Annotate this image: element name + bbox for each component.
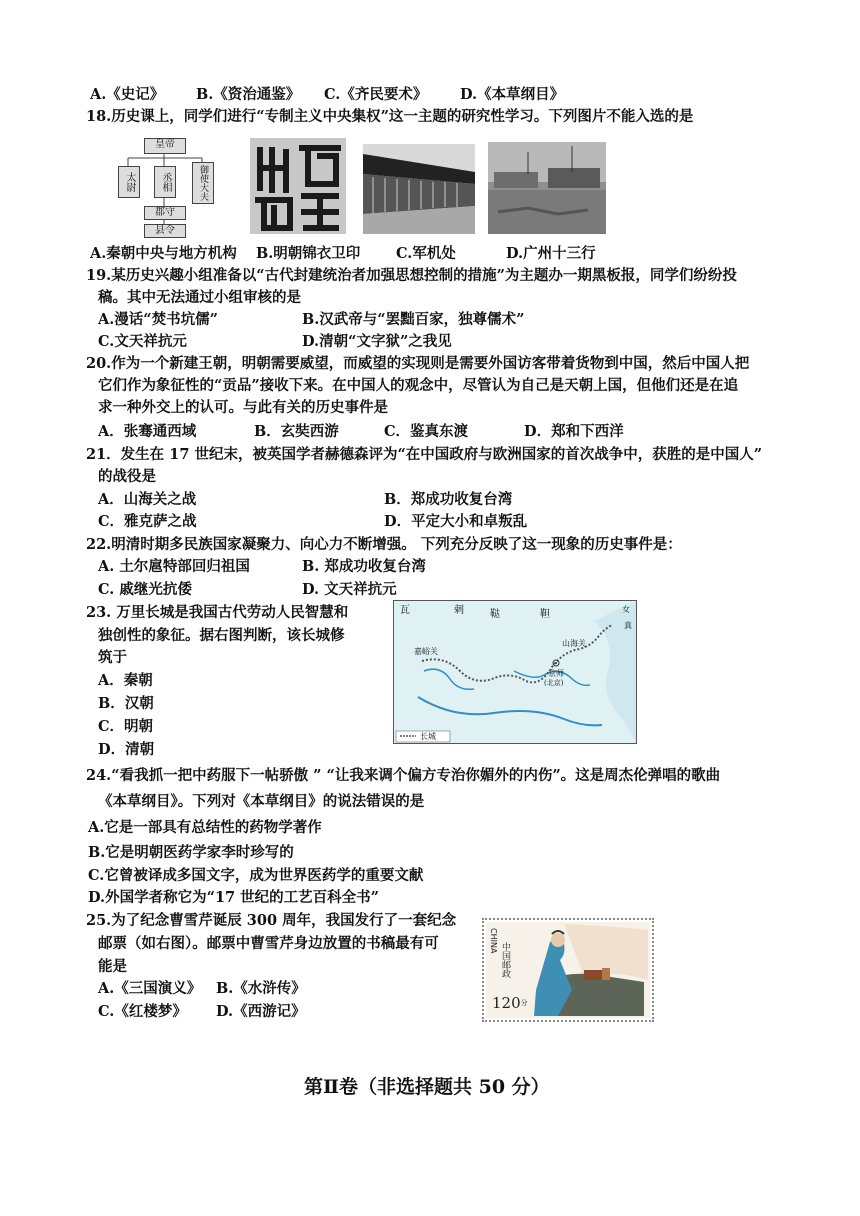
q23-great-wall-map bbox=[393, 600, 637, 744]
q25-cao-xueqin-stamp bbox=[482, 918, 654, 1022]
org-chengxiang: 丞相 bbox=[154, 166, 176, 198]
q20-stem-line3: 求一种外交上的认可。与此有关的历史事件是 bbox=[98, 399, 388, 416]
q24-option-d: D.外国学者称它为“17 世纪的工艺百科全书” bbox=[88, 889, 380, 906]
q20-option-a: A．张骞通西域 bbox=[98, 423, 197, 440]
q20-option-d: D．郑和下西洋 bbox=[524, 423, 624, 440]
q18-option-b: B.明朝锦衣卫印 bbox=[256, 245, 361, 262]
q25-stem-line1: 25.为了纪念曹雪芹诞辰 300 周年，我国发行了一套纪念 bbox=[86, 912, 457, 929]
map-label-dan: 靼 bbox=[540, 609, 550, 620]
org-yushidafu: 御使大夫 bbox=[192, 162, 214, 204]
q23-option-a: A．秦朝 bbox=[98, 672, 153, 689]
q19-stem-line1: 19.某历史兴趣小组准备以“古代封建统治者加强思想控制的措施”为主题办一期黑板报，同学们纷纷投 bbox=[86, 267, 737, 284]
q23-option-d: D．清朝 bbox=[98, 741, 155, 758]
q18-figure-thirteen-hongs-photo bbox=[488, 142, 606, 234]
map-label-da: 鞑 bbox=[490, 609, 500, 620]
org-taiwei: 太尉 bbox=[118, 166, 140, 198]
q23-option-c: C．明朝 bbox=[98, 718, 154, 735]
stamp-value bbox=[492, 994, 528, 1012]
q17-option-c: C.《齐民要术》 bbox=[324, 86, 428, 103]
org-xianling: 县令 bbox=[144, 224, 186, 238]
q22-option-d: D. 文天祥抗元 bbox=[302, 581, 397, 598]
q18-option-d: D.广州十三行 bbox=[506, 245, 596, 262]
q23-option-b: B．汉朝 bbox=[98, 695, 154, 712]
map-label-zhen: 真 bbox=[624, 621, 632, 630]
q21-option-d: D．平定大小和卓叛乱 bbox=[384, 513, 528, 530]
q24-option-a: A.它是一部具有总结性的药物学著作 bbox=[88, 819, 322, 836]
q18-stem: 18.历史课上，同学们进行“专制主义中央集权”这一主题的研究性学习。下列图片不能入选的是 bbox=[86, 108, 694, 125]
q24-option-c: C.它曾被译成多国文字，成为世界医药学的重要文献 bbox=[88, 867, 424, 884]
stamp-country-cn: 中国邮政 bbox=[500, 942, 510, 978]
org-emperor: 皇帝 bbox=[144, 138, 186, 154]
map-label-wa: 瓦 bbox=[400, 605, 410, 616]
q23-stem-line1: 23. 万里长城是我国古代劳动人民智慧和 bbox=[86, 604, 349, 621]
q19-option-b: B.汉武帝与“罢黜百家，独尊儒术” bbox=[302, 311, 525, 328]
q18-figure-seal-image bbox=[250, 138, 346, 234]
q17-option-d: D.《本草纲目》 bbox=[460, 86, 565, 103]
map-legend-great-wall: 长城 bbox=[420, 732, 436, 741]
q22-option-a: A. 土尔扈特部回归祖国 bbox=[98, 558, 250, 575]
q22-option-c: C. 戚继光抗倭 bbox=[98, 581, 192, 598]
q21-stem-line1: 21．发生在 17 世纪末，被英国学者赫德森评为“在中国政府与欧洲国家的首次战争中，获胜的是中国人” bbox=[86, 446, 763, 463]
stamp-country-en: CHINA bbox=[489, 928, 498, 954]
stamp-value-number: 120 bbox=[492, 994, 521, 1012]
q20-stem-line2: 它们作为象征性的“贡品”接收下来。在中国人的观念中，尽管认为自己是天朝上国，但他们还是在追 bbox=[98, 377, 739, 394]
q21-option-c: C．雅克萨之战 bbox=[98, 513, 197, 530]
q24-option-b: B.它是明朝医药学家李时珍写的 bbox=[88, 844, 294, 861]
q25-stem-line3: 能是 bbox=[98, 958, 127, 975]
q21-stem-line2: 的战役是 bbox=[98, 468, 156, 485]
q20-stem-line1: 20.作为一个新建王朝，明朝需要威望，而威望的实现则是需要外国访客带着货物到中国，然后中国人把 bbox=[86, 355, 750, 372]
map-label-jingshi: 京师 bbox=[548, 669, 564, 678]
q19-stem-line2: 稿。其中无法通过小组审核的是 bbox=[98, 289, 301, 306]
q25-option-c: C.《红楼梦》 bbox=[98, 1003, 187, 1020]
q17-option-a: A.《史记》 bbox=[90, 86, 165, 103]
map-label-la: 剌 bbox=[454, 605, 464, 616]
q23-stem-line3: 筑于 bbox=[98, 649, 127, 666]
q20-option-c: C．鉴真东渡 bbox=[384, 423, 469, 440]
q24-stem-line2: 《本草纲目》。下列对《本草纲目》的说法错误的是 bbox=[98, 793, 425, 810]
q19-option-c: C.文天祥抗元 bbox=[98, 333, 187, 350]
q23-stem-line2: 独创性的象征。据右图判断，该长城修 bbox=[98, 627, 345, 644]
q24-stem-line1: 24.“看我抓一把中药服下一帖骄傲 ” “让我来调个偏方专治你媚外的内伤”。这是周杰伦弹唱的歌曲 bbox=[86, 767, 721, 784]
map-label-jiayuguan: 嘉峪关 bbox=[414, 647, 438, 656]
q22-option-b: B. 郑成功收复台湾 bbox=[302, 558, 426, 575]
q18-option-c: C.军机处 bbox=[396, 245, 456, 262]
q25-option-a: A.《三国演义》 bbox=[98, 980, 202, 997]
q25-stem-line2: 邮票（如右图）。邮票中曹雪芹身边放置的书稿最有可 bbox=[98, 935, 439, 952]
q18-figure-junjichu-photo bbox=[363, 144, 475, 234]
q19-option-a: A.漫话“焚书坑儒” bbox=[98, 311, 218, 328]
map-label-nv: 女 bbox=[622, 605, 630, 614]
org-junshou: 郡守 bbox=[144, 206, 186, 220]
q20-option-b: B．玄奘西游 bbox=[254, 423, 339, 440]
q18-option-a: A.秦朝中央与地方机构 bbox=[90, 245, 237, 262]
stamp-value-unit: 分 bbox=[520, 999, 528, 1007]
q22-stem: 22.明清时期多民族国家凝聚力、向心力不断增强。 下列充分反映了这一现象的历史事件是： bbox=[86, 536, 682, 553]
map-label-shanhaiguan: 山海关 bbox=[562, 639, 586, 648]
q18-figure-qin-org-chart bbox=[108, 134, 220, 238]
q21-option-b: B．郑成功收复台湾 bbox=[384, 491, 513, 508]
q25-option-b: B.《水浒传》 bbox=[216, 980, 306, 997]
q25-option-d: D.《西游记》 bbox=[216, 1003, 306, 1020]
q17-option-b: B.《资治通鉴》 bbox=[196, 86, 301, 103]
section2-title: 第Ⅱ卷（非选择题共 50 分） bbox=[304, 1076, 550, 1098]
map-label-beijing: (北京) bbox=[544, 679, 564, 687]
q21-option-a: A．山海关之战 bbox=[98, 491, 197, 508]
q19-option-d: D.清朝“文字狱”之我见 bbox=[302, 333, 452, 350]
